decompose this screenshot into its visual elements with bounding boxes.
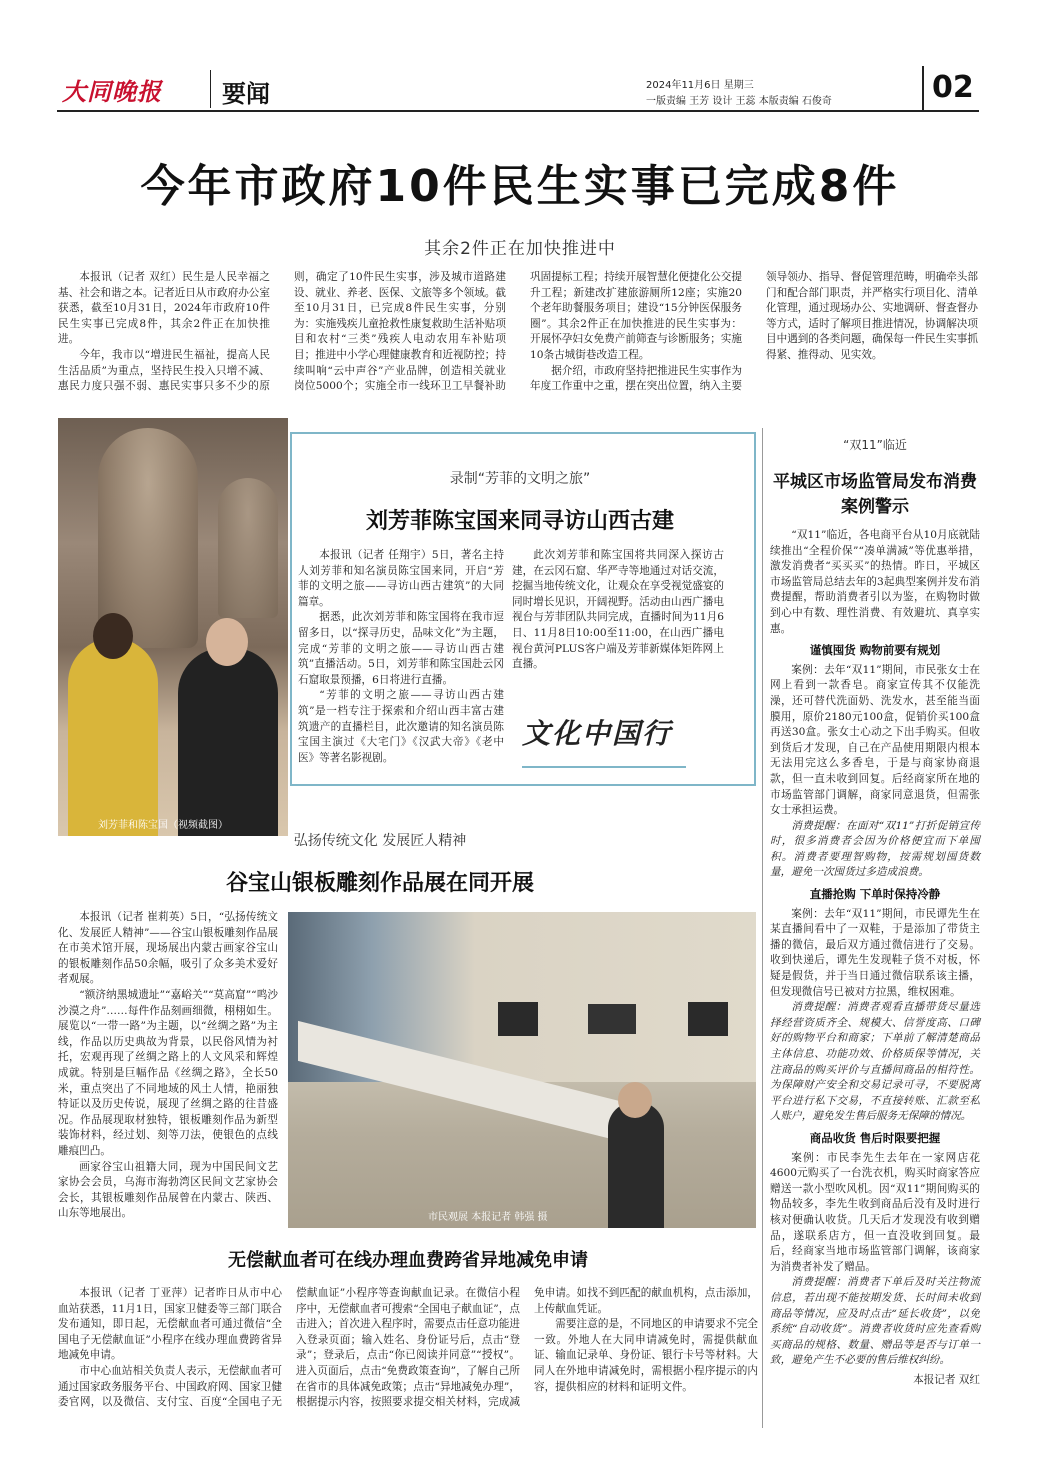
culture-stamp <box>522 712 686 768</box>
consumer-headline: 平城区市场监管局发布消费案例警示 <box>773 472 977 517</box>
blood-body <box>58 1286 758 1446</box>
issue-date: 2024年11月6日 星期三 <box>646 80 754 91</box>
consumer-body <box>770 528 980 1388</box>
lead-headline: 今年市政府10件民生实事已完成8件 <box>140 161 900 212</box>
section-label: 要闻 <box>222 79 270 108</box>
exhibition-paragraph: “额济纳黑城遗址”“嘉峪关”“莫高窟”“鸣沙沙漠之舟”……每件作品刻画细微，栩栩如生。展览以“一带一路”为主题，以“丝绸之路”为主线，作品以历史典故为背景，以民俗风情为衬托，宏观再现了丝绸之路上的人文风采和辉煌成就。特别是巨幅作品《丝绸之路》，全长50米，重点突出了不同地域的风土人情，艳丽独特证以及历史传说，展现了丝绸之路的往昔盛况。作品展现取材独特，银板雕刻作品为新型装饰材料，经过划、刻等刀法，使银色的点线雕痕凹凸。 <box>58 988 278 1157</box>
exhibition-photo <box>288 912 756 1228</box>
consumer-case: 案例：去年“双11”期间，市民谭先生在某直播间看中了一双鞋，于是添加了带货主播的微信，最后双方通过微信进行了交易。收到快递后，谭先生发现鞋子货不对板，怀疑是假货，并于当日通过微信联系该主播，但发现微信号已被对方拉黑，维权困难。 <box>770 907 980 998</box>
culture-kicker: 录制“芳菲的文明之旅” <box>449 471 591 487</box>
lead-paragraph: 今年，我市以“增进民生福祉，提高人民生活品质”为重点，坚持民生投入只增不减、惠民力度只强不弱、惠民实事只多不少的原则，确定了10件民生实事，涉及城市道路建设、就业、养老、医保、文旅等多个领域。截至10月31日，已完成8件民生实事，分别为：实施残疾儿童抢救性康复救助生活补贴项目和农村“三类”残疾人电动农用车补贴项目；推进中小学心理健康教育和近视防控；持续叫响“云中声谷”产业品牌，创造相关就业岗位5000个；实施全市一线环卫工早餐补助巩固提标工程；持续开展智慧化便捷化公交提升工程；新建改扩建旅游厕所12座；实施20个老年助餐服务项目；建设“15分钟医保服务圈”。其余2件正在加快推进的民生实事为：开展怀孕妇女免费产前筛查与诊断服务；实施10条古城街巷改造工程。 <box>58 271 742 393</box>
lead-paragraph: 据介绍，市政府坚持把推进民生实事作为年度工作重中之重，摆在突出位置，纳入主要领导领办、指导、督促管理范畴，明确牵头部门和配合部门职责，并严格实行项目化、清单化管理，通过现场办公、实地调研、督查督办等方式，适时了解项目推进情况，协调解决项目中遇到的各类问题，确保每一件民生实事抓得紧、推得动、见实效。 <box>530 271 978 393</box>
culture-paragraph: 此次刘芳菲和陈宝国将共同深入探访古建，在云冈石窟、华严寺等地通过对话交流，挖掘当地传统文化，让观众在享受视觉盛宴的同时增长见识，开阔视野。活动由山西广播电视台与芳菲团队共同完成，直播时间为11月6日、11月8日10:00至11:00，在山西广播电视台黄河PLUS客户端及芳菲新媒体矩阵网上直播。 <box>512 549 724 671</box>
lead-subheadline: 其余2件正在加快推进中 <box>424 239 616 259</box>
person-host <box>68 638 158 836</box>
consumer-intro: “双11”临近，各电商平台从10月底就陆续推出“全程价保”“凑单满减”等优惠举措，激发消费者“买买买”的热情。昨日，平城区市场监管局总结去年的3起典型案例并发布消费提醒，帮助消费者引以为鉴，在购物时做到心中有数、理性消费、有效避坑、真享实惠。 <box>770 529 980 635</box>
section-divider <box>210 70 211 108</box>
artwork-frame <box>688 1002 728 1036</box>
lead-paragraph: 本报讯（记者 双红）民生是人民幸福之基、社会和谐之本。记者近日从市政府办公室获悉，截至10月31日，2024年市政府10件民生实事已完成8件，其余2件正在加快推进。 <box>58 271 270 346</box>
consumer-section-title: 直播抢购 下单时保持冷静 <box>809 887 941 902</box>
visitor-head <box>618 1082 652 1118</box>
consumer-case: 案例：市民李先生去年在一家网店花4600元购买了一台洗衣机，购买时商家答应赠送一款小型吹风机。因“双11”期间购买的物品较多，李先生收到商品后没有及时进行核对便确认收货。几天后才发现没有收到赠品，遂联系店方，但一直没收到回复。最后，经商家当地市场监管部门调解，该商家为消费者补发了赠品。 <box>770 1151 980 1273</box>
person-actor <box>178 648 278 836</box>
culture-body-right <box>512 548 724 673</box>
culture-paragraph: 本报讯（记者 任翔宇）5日，著名主持人刘芳菲和知名演员陈宝国来同，开启“芳菲的文明之旅——寻访山西古建筑”的大同篇章。 <box>298 549 504 608</box>
consumer-kicker: “双11”临近 <box>843 438 907 452</box>
person-actor-head <box>206 618 248 666</box>
culture-paragraph: 据悉，此次刘芳菲和陈宝国将在我市逗留多日，以“探寻历史，品味文化”为主题，完成“芳菲的文明之旅——寻访山西古建筑”直播活动。5日，刘芳菲和陈宝国赴云冈石窟取景预播，6日将进行直播。 <box>298 611 504 686</box>
blood-headline: 无偿献血者可在线办理血费跨省异地减免申请 <box>228 1250 588 1271</box>
consumer-section-title: 商品收货 售后时限要把握 <box>809 1130 941 1145</box>
masthead-rule <box>57 110 979 112</box>
consumer-tip: 消费提醒：消费者观看直播带货尽量选择经营资质齐全、规模大、信誉度高、口碑好的购物平台和商家；下单前了解清楚商品主体信息、功能功效、价格质保等情况，关注商品的购买评价与直播间商品的相符性。为保障财产安全和交易记录可寻，不要脱离平台进行私下交易，不直接转账、汇款至私人账户，避免发生售后服务无保障的情况。 <box>770 1001 980 1123</box>
exhibition-body <box>58 910 278 1222</box>
culture-stamp-text: 文化中国行 <box>522 717 673 750</box>
consumer-case: 案例：去年“双11”期间，市民张女士在网上看到一款香皂。商家宣传其不仅能洗澡，还可替代洗面奶、洗发水，甚至能当面膜用，原价2180元100盒，促销价买100盒再送30盒。张女士心动之下出手购买。但收到货后才发现，自己在产品使用期限内根本无法用完这么多香皂，于是与商家协商退款，但一直未收到回复。后经商家所在地的市场监管部门调解，商家同意退货，但需张女士承担运费。 <box>770 663 980 817</box>
consumer-tip: 消费提醒：消费者下单后及时关注物流信息，若出现不能按期发货、长时间未收到商品等情况，应及时点击“延长收货”，以免系统“自动收货”。消费者收货时应先查看购买商品的规格、数量、赠品等是否与订单一致，避免产生不必要的售后维权纠纷。 <box>770 1276 980 1367</box>
column-divider <box>762 428 763 1428</box>
newspaper-logo <box>62 72 162 107</box>
blood-paragraph: 需要注意的是，不同地区的申请要求不完全一致。外地人在大同申请减免时，需提供献血证、输血记录单、身份证、银行卡号等材料。大同人在外地申请减免时，需根据小程序提示的内容，提供相应的材料和证明文件。 <box>534 1318 758 1393</box>
culture-body-left <box>298 548 504 766</box>
consumer-tip: 消费提醒：在面对“双11”打折促销宣传时，很多消费者会因为价格便宜而下单囤积。消费者要理智购物，按需规划囤货数量，避免一次囤货过多造成浪费。 <box>770 819 980 879</box>
person-host-head <box>93 613 133 659</box>
artwork-frame <box>588 1004 636 1034</box>
culture-headline: 刘芳菲陈宝国来同寻访山西古建 <box>365 509 674 534</box>
page-number-divider <box>922 66 924 110</box>
artwork-frame <box>498 1002 538 1036</box>
consumer-section-title: 谨慎囤货 购物前要有规划 <box>809 643 941 658</box>
logo-text: 大同晚报 <box>62 77 162 106</box>
consumer-byline: 本报记者 双红 <box>913 1373 980 1386</box>
page-number: 02 <box>932 70 974 105</box>
exhibition-paragraph: 画家谷宝山祖籍大同，现为中国民间文艺家协会会员，乌海市海勃湾区民间文艺家协会会长，其银板雕刻作品展曾在内蒙古、陕西、山东等地展出。 <box>58 1160 278 1220</box>
editor-credits: 一版责编 王芳 设计 王蕊 本版责编 石俊奇 <box>646 96 832 107</box>
lead-body <box>58 270 978 420</box>
blood-paragraph: 本报讯（记者 丁亚萍）记者昨日从市中心血站获悉，11月1日，国家卫健委等三部门联合发布通知，即日起，无偿献血者可通过微信“全国电子无偿献血证”小程序在线办理血费跨省异地减免申请。 <box>58 1287 282 1362</box>
exhibition-paragraph: 本报讯（记者 崔莉英）5日，“弘扬传统文化、发展匠人精神”——谷宝山银板雕刻作品展在市美术馆开展，现场展出内蒙古画家谷宝山的银板雕刻作品50余幅，吸引了众多美术爱好者观展。 <box>58 911 278 986</box>
blood-paragraph: 市中心血站相关负责人表示，无偿献血者可通过国家政务服务平台、中国政府网、国家卫健委官网，以及微信、支付宝、百度“全国电子无偿献血证”小程序等查询献血记录。在微信小程序中，无偿献血者可搜索“全国电子献血证”，点击进入；首次进入程序时，需要点击任意功能进入登录页面；输入姓名、身份证号后，点击“登录”；登录后，点击“你已阅读并同意”“授权”。进入页面后，点击“免费政策查询”，了解自己所在省市的具体减免政策；点击“异地减免办理”，根据提示内容，按照要求提交相关材料，完成减免申请。如找不到匹配的献血机构，点击添加，上传献血凭证。 <box>58 1287 758 1409</box>
liu-chen-photo-caption: 刘芳菲和陈宝国（视频截图） <box>98 820 228 831</box>
exhibition-kicker: 弘扬传统文化 发展匠人精神 <box>293 833 467 849</box>
buddha-statue-small <box>218 478 278 618</box>
liu-chen-photo <box>58 418 288 836</box>
exhibition-headline: 谷宝山银板雕刻作品展在同开展 <box>225 871 534 896</box>
culture-paragraph: “芳菲的文明之旅——寻访山西古建筑”是一档专注于探索和介绍山西丰富古建筑遗产的直播栏目，此次邀请的知名演员陈宝国主演过《大宅门》《汉武大帝》《老中医》等著名影视剧。 <box>298 689 504 764</box>
visitor <box>608 1102 664 1228</box>
exhibition-photo-caption: 市民观展 本报记者 韩强 摄 <box>428 1212 548 1223</box>
